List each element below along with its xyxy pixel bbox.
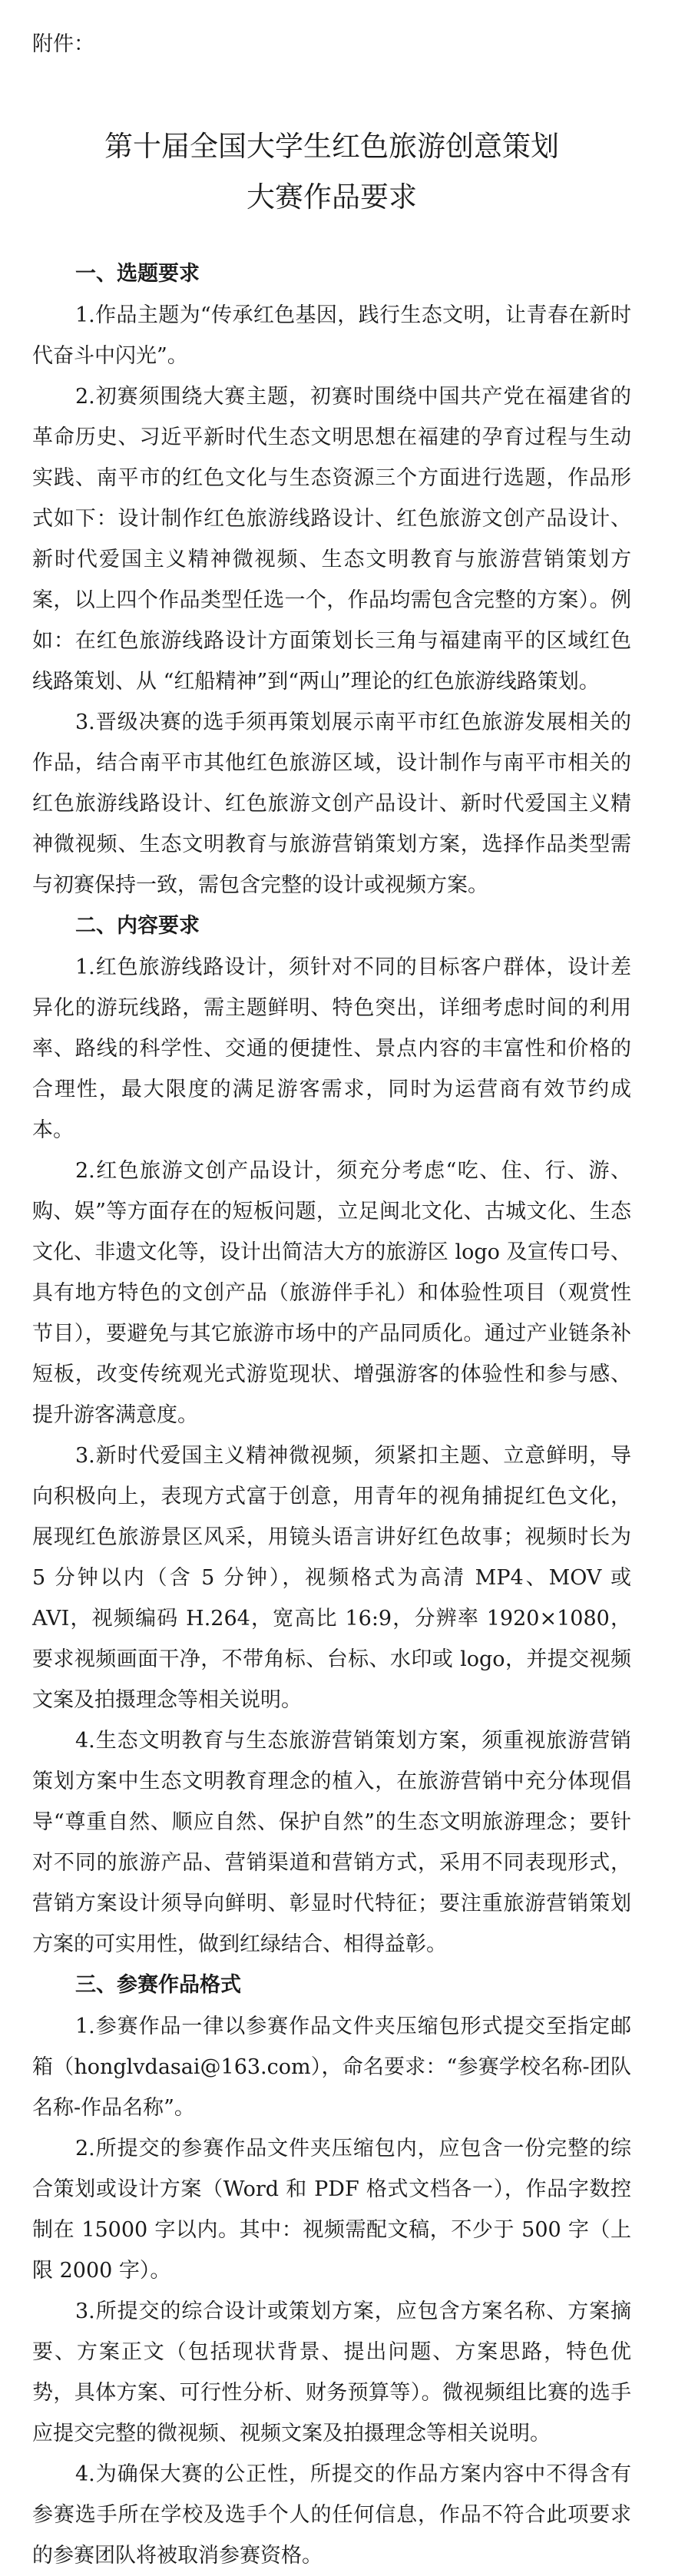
attachment-label: 附件： [32,32,94,56]
paragraph: 3.所提交的综合设计或策划方案，应包含方案名称、方案摘要、方案正文（包括现状背景、提出问题、方案思路，特色优势，具体方案、可行性分析、财务预算等）。微视频组比赛的选手应提交完整的微视频、视频文案及拍摄理念等相关说明。 [32,2300,631,2445]
title-line-2: 大赛作品要求 [247,180,417,214]
section-heading: 三、参赛作品格式 [75,1973,241,1997]
section-heading: 二、内容要求 [75,914,200,938]
document-title [32,121,631,223]
paragraph: 2.所提交的参赛作品文件夹压缩包内，应包含一份完整的综合策划或设计方案（Word 和 PDF 格式文档各一），作品字数控制在 15000 字以内。其中：视频需配文稿，不少于 500 字（上限 2000 字）。 [32,2137,631,2283]
section-submission-format [32,1965,631,2576]
paragraph: 2.初赛须围绕大赛主题，初赛时围绕中国共产党在福建省的革命历史、习近平新时代生态文明思想在福建的孕育过程与生动实践、南平市的红色文化与生态资源三个方面进行选题，作品形式如下：设计制作红色旅游线路设计、红色旅游文创产品设计、新时代爱国主义精神微视频、生态文明教育与旅游营销策划方案，以上四个作品类型任选一个，作品均需包含完整的方案）。例如：在红色旅游线路设计方面策划长三角与福建南平的区域红色线路策划、从 “红船精神”到“两山”理论的红色旅游线路策划。 [32,385,631,694]
paragraph: 1.作品主题为“传承红色基因，践行生态文明，让青春在新时代奋斗中闪光”。 [32,303,631,368]
paragraph: 1.红色旅游线路设计，须针对不同的目标客户群体，设计差异化的游玩线路，需主题鲜明、特色突出，详细考虑时间的利用率、路线的科学性、交通的便捷性、景点内容的丰富性和价格的合理性，最大限度的满足游客需求，同时为运营商有效节约成本。 [32,955,631,1142]
section-content-requirements [32,906,631,1965]
paragraph: 3.晋级决赛的选手须再策划展示南平市红色旅游发展相关的作品，结合南平市其他红色旅游区域，设计制作与南平市相关的红色旅游线路设计、红色旅游文创产品设计、新时代爱国主义精神微视频、生态文明教育与旅游营销策划方案，选择作品类型需与初赛保持一致，需包含完整的设计或视频方案。 [32,710,631,897]
paragraph: 2.红色旅游文创产品设计，须充分考虑“吃、住、行、游、购、娱”等方面存在的短板问题，立足闽北文化、古城文化、生态文化、非遗文化等，设计出简洁大方的旅游区 logo 及宣传口号、具有地方特色的文创产品（旅游伴手礼）和体验性项目（观赏性节目），要避免与其它旅游市场中的产品同质化。通过产业链条补短板，改变传统观光式游览现状、增强游客的体验性和参与感、提升游客满意度。 [32,1159,631,1427]
paragraph: 4.为确保大赛的公正性，所提交的作品方案内容中不得含有参赛选手所在学校及选手个人的任何信息，作品不符合此项要求的参赛团队将被取消参赛资格。 [32,2462,631,2568]
paragraph: 3.新时代爱国主义精神微视频，须紧扣主题、立意鲜明，导向积极向上，表现方式富于创意，用青年的视角捕捉红色文化，展现红色旅游景区风采，用镜头语言讲好红色故事；视频时长为 5 分钟以内（含 5 分钟），视频格式为高清 MP4、MOV 或 AVI，视频编码 H.264，宽高比 16:9，分辨率 1920×1080，要求视频画面干净，不带角标、台标、水印或 logo，并提交视频文案及拍摄理念等相关说明。 [32,1444,631,1712]
paragraph: 1.参赛作品一律以参赛作品文件夹压缩包形式提交至指定邮箱（honglvdasai@163.com），命名要求：“参赛学校名称-团队名称-作品名称”。 [32,2015,631,2120]
section-topic-requirements [32,253,631,906]
paragraph: 4.生态文明教育与生态旅游营销策划方案，须重视旅游营销策划方案中生态文明教育理念的植入，在旅游营销中充分体现倡导“尊重自然、顺应自然、保护自然”的生态文明旅游理念；要针对不同的旅游产品、营销渠道和营销方式，采用不同表现形式，营销方案设计须导向鲜明、彰显时代特征；要注重旅游营销策划方案的可实用性，做到红绿结合、相得益彰。 [32,1729,631,1956]
title-line-1: 第十届全国大学生红色旅游创意策划 [104,130,559,163]
section-heading: 一、选题要求 [75,262,200,286]
